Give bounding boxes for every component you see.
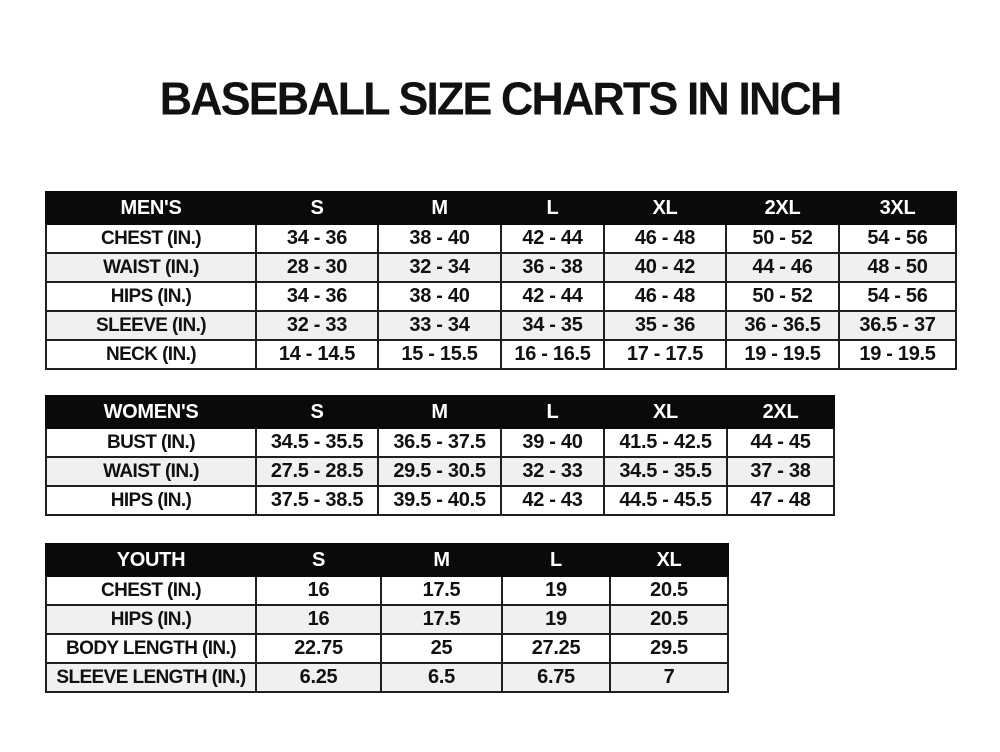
womens-row-label-1: WAIST (IN.): [46, 457, 256, 486]
mens-value-2-3xl: 54 - 56: [839, 282, 956, 311]
mens-row-label-3: SLEEVE (IN.): [46, 311, 256, 340]
mens-size-header-3xl: 3XL: [839, 192, 956, 224]
mens-size-header-2xl: 2XL: [726, 192, 839, 224]
mens-value-1-xl: 40 - 42: [604, 253, 726, 282]
mens-value-4-m: 15 - 15.5: [378, 340, 501, 369]
youth-size-header-s: S: [256, 544, 381, 576]
mens-value-4-xl: 17 - 17.5: [604, 340, 726, 369]
youth-value-1-l: 19: [502, 605, 610, 634]
youth-row-label-3: SLEEVE LENGTH (IN.): [46, 663, 256, 692]
mens-value-0-2xl: 50 - 52: [726, 224, 839, 253]
womens-value-2-l: 42 - 43: [501, 486, 604, 515]
womens-value-0-xl: 41.5 - 42.5: [604, 428, 727, 457]
womens-value-2-s: 37.5 - 38.5: [256, 486, 378, 515]
mens-value-4-s: 14 - 14.5: [256, 340, 378, 369]
youth-value-2-m: 25: [381, 634, 502, 663]
mens-row-label-0: CHEST (IN.): [46, 224, 256, 253]
womens-size-header-l: L: [501, 396, 604, 428]
mens-value-3-s: 32 - 33: [256, 311, 378, 340]
mens-row-label-2: HIPS (IN.): [46, 282, 256, 311]
womens-value-1-l: 32 - 33: [501, 457, 604, 486]
youth-row-2: [46, 634, 728, 663]
womens-size-header-2xl: 2XL: [727, 396, 834, 428]
mens-value-2-2xl: 50 - 52: [726, 282, 839, 311]
mens-value-2-xl: 46 - 48: [604, 282, 726, 311]
mens-value-1-m: 32 - 34: [378, 253, 501, 282]
size-charts-container: [45, 191, 1000, 693]
womens-row-label-0: BUST (IN.): [46, 428, 256, 457]
womens-value-1-2xl: 37 - 38: [727, 457, 834, 486]
womens-value-0-s: 34.5 - 35.5: [256, 428, 378, 457]
womens-value-0-2xl: 44 - 45: [727, 428, 834, 457]
mens-row-3: [46, 311, 956, 340]
mens-value-4-3xl: 19 - 19.5: [839, 340, 956, 369]
youth-row-label-1: HIPS (IN.): [46, 605, 256, 634]
youth-size-header-xl: XL: [610, 544, 728, 576]
womens-row-2: [46, 486, 834, 515]
page-title: BASEBALL SIZE CHARTS IN INCH: [159, 71, 841, 125]
youth-value-2-xl: 29.5: [610, 634, 728, 663]
mens-size-header-l: L: [501, 192, 604, 224]
womens-size-header-xl: XL: [604, 396, 727, 428]
womens-value-2-2xl: 47 - 48: [727, 486, 834, 515]
mens-value-3-m: 33 - 34: [378, 311, 501, 340]
mens-value-0-xl: 46 - 48: [604, 224, 726, 253]
mens-value-0-3xl: 54 - 56: [839, 224, 956, 253]
womens-value-2-m: 39.5 - 40.5: [378, 486, 501, 515]
mens-value-3-2xl: 36 - 36.5: [726, 311, 839, 340]
youth-row-1: [46, 605, 728, 634]
youth-row-0: [46, 576, 728, 605]
youth-value-0-xl: 20.5: [610, 576, 728, 605]
mens-value-4-l: 16 - 16.5: [501, 340, 604, 369]
mens-value-0-l: 42 - 44: [501, 224, 604, 253]
mens-value-2-s: 34 - 36: [256, 282, 378, 311]
youth-size-table: [45, 543, 729, 693]
mens-value-2-l: 42 - 44: [501, 282, 604, 311]
mens-value-1-l: 36 - 38: [501, 253, 604, 282]
mens-value-2-m: 38 - 40: [378, 282, 501, 311]
mens-value-3-3xl: 36.5 - 37: [839, 311, 956, 340]
youth-value-0-l: 19: [502, 576, 610, 605]
youth-value-3-s: 6.25: [256, 663, 381, 692]
mens-size-header-m: M: [378, 192, 501, 224]
youth-value-2-s: 22.75: [256, 634, 381, 663]
mens-row-2: [46, 282, 956, 311]
mens-size-header-xl: XL: [604, 192, 726, 224]
mens-value-1-3xl: 48 - 50: [839, 253, 956, 282]
youth-row-label-2: BODY LENGTH (IN.): [46, 634, 256, 663]
womens-value-1-m: 29.5 - 30.5: [378, 457, 501, 486]
mens-value-3-xl: 35 - 36: [604, 311, 726, 340]
mens-table-title: MEN'S: [46, 192, 256, 224]
youth-value-2-l: 27.25: [502, 634, 610, 663]
mens-row-1: [46, 253, 956, 282]
youth-value-1-m: 17.5: [381, 605, 502, 634]
youth-row-label-0: CHEST (IN.): [46, 576, 256, 605]
mens-value-1-s: 28 - 30: [256, 253, 378, 282]
mens-size-table: [45, 191, 957, 370]
mens-value-0-s: 34 - 36: [256, 224, 378, 253]
mens-row-4: [46, 340, 956, 369]
womens-size-header-m: M: [378, 396, 501, 428]
youth-value-3-l: 6.75: [502, 663, 610, 692]
womens-table-title: WOMEN'S: [46, 396, 256, 428]
youth-value-3-m: 6.5: [381, 663, 502, 692]
youth-size-header-l: L: [502, 544, 610, 576]
mens-value-4-2xl: 19 - 19.5: [726, 340, 839, 369]
womens-size-table: [45, 395, 835, 516]
youth-header-row: [46, 544, 728, 576]
mens-header-row: [46, 192, 956, 224]
youth-table-title: YOUTH: [46, 544, 256, 576]
mens-size-header-s: S: [256, 192, 378, 224]
youth-size-header-m: M: [381, 544, 502, 576]
womens-value-0-l: 39 - 40: [501, 428, 604, 457]
mens-value-3-l: 34 - 35: [501, 311, 604, 340]
mens-row-label-4: NECK (IN.): [46, 340, 256, 369]
womens-row-label-2: HIPS (IN.): [46, 486, 256, 515]
womens-value-1-xl: 34.5 - 35.5: [604, 457, 727, 486]
womens-row-1: [46, 457, 834, 486]
womens-size-header-s: S: [256, 396, 378, 428]
womens-value-1-s: 27.5 - 28.5: [256, 457, 378, 486]
youth-value-0-m: 17.5: [381, 576, 502, 605]
womens-header-row: [46, 396, 834, 428]
youth-value-1-s: 16: [256, 605, 381, 634]
mens-value-0-m: 38 - 40: [378, 224, 501, 253]
mens-row-0: [46, 224, 956, 253]
youth-value-1-xl: 20.5: [610, 605, 728, 634]
womens-value-2-xl: 44.5 - 45.5: [604, 486, 727, 515]
mens-value-1-2xl: 44 - 46: [726, 253, 839, 282]
womens-value-0-m: 36.5 - 37.5: [378, 428, 501, 457]
womens-row-0: [46, 428, 834, 457]
youth-value-3-xl: 7: [610, 663, 728, 692]
mens-row-label-1: WAIST (IN.): [46, 253, 256, 282]
youth-value-0-s: 16: [256, 576, 381, 605]
youth-row-3: [46, 663, 728, 692]
